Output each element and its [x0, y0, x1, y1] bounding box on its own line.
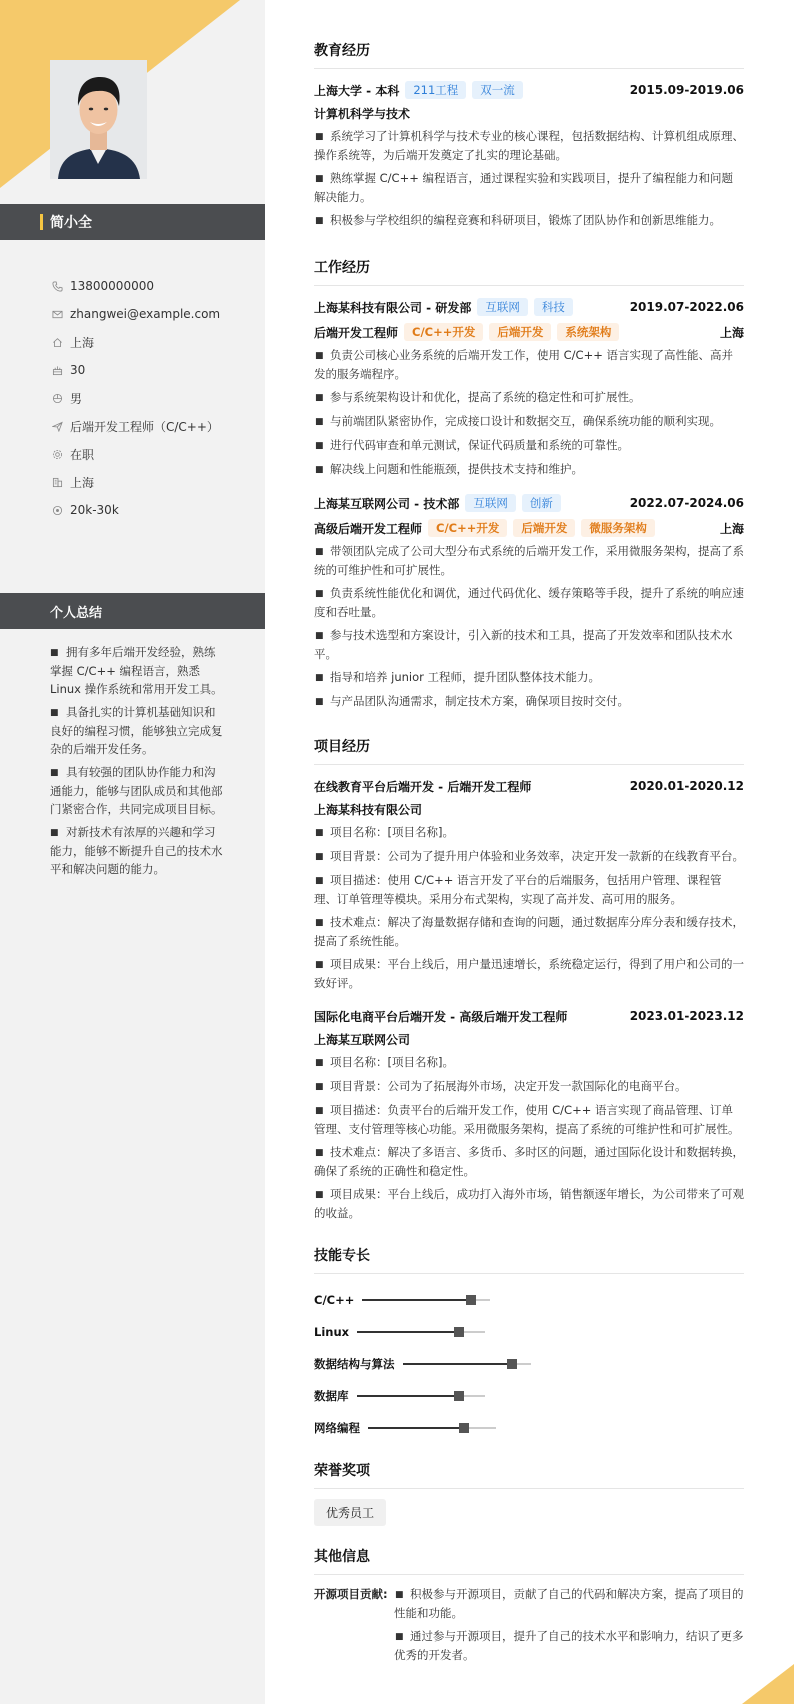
- skill-item: [314, 1284, 536, 1316]
- home-icon: [50, 335, 64, 349]
- avatar: [50, 60, 147, 179]
- list-item: ■ 参与系统架构设计和优化，提高了系统的稳定性和可扩展性。: [315, 390, 641, 404]
- contact-text: 30: [70, 363, 86, 377]
- section-title-honors: 荣誉奖项: [314, 1460, 744, 1489]
- project-header: [314, 775, 744, 797]
- contact-status: [50, 440, 260, 468]
- job-icon: [50, 419, 64, 433]
- skill-level-bar: [403, 1363, 531, 1365]
- skill-tag: 后端开发: [513, 519, 575, 537]
- list-item: ■ 带领团队完成了公司大型分布式系统的后端开发工作，采用微服务架构，提高了系统的可维护性和可扩展性。: [314, 544, 744, 577]
- main-content: [314, 40, 744, 1669]
- section-title-work: 工作经历: [314, 257, 744, 286]
- age-icon: [50, 363, 64, 377]
- major: 计算机科学与技术: [314, 107, 411, 121]
- skill-name: Linux: [314, 1325, 350, 1339]
- sidebar: [0, 0, 265, 1704]
- skill-level-fill: [357, 1331, 459, 1333]
- list-item: ■ 项目成果：平台上线后，成功打入海外市场，销售额逐年增长，为公司带来了可观的收益。: [314, 1187, 744, 1220]
- award-badge: 优秀员工: [314, 1499, 386, 1526]
- skill-tag: C/C++开发: [428, 519, 507, 537]
- skill-level-bar: [357, 1395, 485, 1397]
- status-icon: [50, 447, 64, 461]
- list-item: ■ 项目描述：使用 C/C++ 语言开发了平台的后端服务，包括用户管理、课程管理、订单管理等模块。采用分布式架构，实现了高并发、高可用的服务。: [314, 873, 722, 906]
- list-item: ■ 负责公司核心业务系统的后端开发工作，使用 C/C++ 语言实现了高性能、高并发的服务端程序。: [314, 348, 734, 381]
- skill-level-knob: [454, 1327, 464, 1337]
- skill-level-knob: [454, 1391, 464, 1401]
- list-item: ■ 项目成果：平台上线后，用户量迅速增长，系统稳定运行，得到了用户和公司的一致好评。: [314, 957, 744, 990]
- job-role-row: [314, 514, 744, 542]
- contact-text: 上海: [70, 335, 95, 350]
- skill-level-fill: [357, 1395, 459, 1397]
- project-company: 上海某互联网公司: [314, 1033, 411, 1047]
- skill-tag: C/C++开发: [404, 323, 483, 341]
- candidate-name: 简小全: [50, 215, 92, 231]
- skill-name: 数据结构与算法: [314, 1357, 395, 1371]
- summary-header-bar: [0, 593, 265, 629]
- skill-item: [314, 1380, 536, 1412]
- contact-city: [50, 468, 260, 496]
- job-city: 上海: [719, 325, 744, 340]
- tag: 211工程: [405, 81, 466, 99]
- skill-level-knob: [507, 1359, 517, 1369]
- skill-level-bar: [368, 1427, 496, 1429]
- list-item: ■ 具有较强的团队协作能力和沟通能力，能够与团队成员和其他部门紧密合作，共同完成项目目标。: [50, 765, 223, 816]
- name-accent-bar: [40, 214, 43, 230]
- list-item: ■ 项目名称：[项目名称]。: [315, 825, 454, 839]
- list-item: ■ 项目描述：负责平台的后端开发工作，使用 C/C++ 语言实现了商品管理、订单管理、支付管理等核心功能。采用微服务架构，提高了系统的可维护性和可扩展性。: [314, 1103, 740, 1136]
- list-item: ■ 项目背景：公司为了提升用户体验和业务效率，决定开发一款新的在线教育平台。: [315, 849, 744, 863]
- other-label: 开源项目贡献:: [314, 1587, 388, 1601]
- date-range: 2022.07-2024.06: [629, 496, 744, 510]
- list-item: ■ 项目背景：公司为了拓展海外市场，决定开发一款国际化的电商平台。: [315, 1079, 687, 1093]
- city-icon: [50, 475, 64, 489]
- role-title: 后端开发工程师: [314, 325, 399, 340]
- skill-tag: 后端开发: [489, 323, 551, 341]
- tag: 创新: [522, 494, 561, 512]
- contact-text: 男: [70, 391, 83, 406]
- project-name: 在线教育平台后端开发 - 后端开发工程师: [314, 779, 532, 794]
- salary-icon: [50, 503, 64, 517]
- yellow-corner-decoration-bottom: [742, 1664, 794, 1704]
- list-item: ■ 拥有多年后端开发经验，熟练掌握 C/C++ 编程语言，熟悉 Linux 操作系统和常用开发工具。: [50, 645, 223, 696]
- section-title-projects: 项目经历: [314, 736, 744, 765]
- list-item: ■ 系统学习了计算机科学与技术专业的核心课程，包括数据结构、计算机组成原理、操作系统等，为后端开发奠定了扎实的理论基础。: [314, 129, 744, 162]
- role-title: 高级后端开发工程师: [314, 521, 423, 536]
- list-item: ■ 技术难点：解决了多语言、多货币、多时区的问题，通过国际化设计和数据转换，确保了系统的正确性和稳定性。: [314, 1145, 744, 1178]
- list-item: ■ 与产品团队沟通需求，制定技术方案，确保项目按时交付。: [315, 694, 629, 708]
- contact-text: 上海: [70, 475, 95, 490]
- tag: 互联网: [465, 494, 516, 512]
- list-item: ■ 负责系统性能优化和调优，通过代码优化、缓存策略等手段，提升了系统的响应速度和吞吐量。: [314, 586, 744, 619]
- list-item: ■ 解决线上问题和性能瓶颈，提供技术支持和维护。: [315, 462, 583, 476]
- job-header: [314, 492, 744, 514]
- list-item: ■ 技术难点：解决了海量数据存储和查询的问题，通过数据库分库分表和缓存技术，提高了系统性能。: [314, 915, 744, 948]
- list-item: ■ 进行代码审查和单元测试，保证代码质量和系统的可靠性。: [315, 438, 629, 452]
- skill-tag: 微服务架构: [581, 519, 655, 537]
- contact-phone: [50, 272, 260, 300]
- list-item: ■ 对新技术有浓厚的兴趣和学习能力，能够不断提升自己的技术水平和解决问题的能力。: [50, 825, 223, 876]
- skill-level-bar: [362, 1299, 490, 1301]
- contact-text: 在职: [70, 447, 95, 462]
- contact-home: [50, 328, 260, 356]
- date-range: 2023.01-2023.12: [629, 1009, 744, 1023]
- other-info: [314, 1585, 744, 1669]
- mail-icon: [50, 307, 64, 321]
- company-name: 上海某科技有限公司 - 研发部: [314, 300, 472, 315]
- list-item: ■ 具备扎实的计算机基础知识和良好的编程习惯，能够独立完成复杂的后端开发任务。: [50, 705, 223, 756]
- tag: 科技: [534, 298, 573, 316]
- school-name: 上海大学 - 本科: [314, 83, 400, 98]
- list-item: ■ 积极参与学校组织的编程竞赛和科研项目，锻炼了团队协作和创新思维能力。: [315, 213, 721, 227]
- skill-name: 数据库: [314, 1389, 349, 1403]
- phone-icon: [50, 279, 64, 293]
- skill-level-fill: [403, 1363, 512, 1365]
- list-item: ■ 熟练掌握 C/C++ 编程语言，通过课程实验和实践项目，提升了编程能力和问题解决能力。: [314, 171, 734, 204]
- project-company: 上海某科技有限公司: [314, 803, 423, 817]
- company-name: 上海某互联网公司 - 技术部: [314, 496, 460, 511]
- date-range: 2020.01-2020.12: [629, 779, 744, 793]
- project-name: 国际化电商平台后端开发 - 高级后端开发工程师: [314, 1009, 568, 1024]
- job-city: 上海: [719, 521, 744, 536]
- list-item: ■ 通过参与开源项目，提升了自己的技术水平和影响力，结识了更多优秀的开发者。: [394, 1629, 744, 1662]
- summary-list: [50, 643, 225, 883]
- list-item: ■ 与前端团队紧密协作，完成接口设计和数据交互，确保系统功能的顺利实现。: [315, 414, 721, 428]
- contact-gender: [50, 384, 260, 412]
- list-item: ■ 指导和培养 junior 工程师，提升团队整体技术能力。: [315, 670, 601, 684]
- list-item: ■ 积极参与开源项目，贡献了自己的代码和解决方案，提高了项目的性能和功能。: [394, 1587, 744, 1620]
- skill-list: [314, 1284, 744, 1444]
- section-title-education: 教育经历: [314, 40, 744, 69]
- date-range: 2019.07-2022.06: [629, 300, 744, 314]
- project-header: [314, 1005, 744, 1027]
- name-bar: [0, 204, 265, 240]
- job-header: [314, 296, 744, 318]
- contact-list: [50, 272, 260, 524]
- contact-text: zhangwei@example.com: [70, 307, 221, 321]
- skill-level-fill: [362, 1299, 471, 1301]
- education-header: [314, 79, 744, 101]
- contact-text: 20k-30k: [70, 503, 119, 517]
- tag: 互联网: [477, 298, 528, 316]
- gender-icon: [50, 391, 64, 405]
- skill-tag: 系统架构: [557, 323, 619, 341]
- skill-level-knob: [459, 1423, 469, 1433]
- skill-name: C/C++: [314, 1293, 355, 1307]
- date-range: 2015.09-2019.06: [629, 83, 744, 97]
- job-role-row: [314, 318, 744, 346]
- skill-item: [314, 1348, 536, 1380]
- contact-age: [50, 356, 260, 384]
- tag: 双一流: [472, 81, 523, 99]
- list-item: ■ 参与技术选型和方案设计，引入新的技术和工具，提高了开发效率和团队技术水平。: [314, 628, 733, 661]
- section-title-other: 其他信息: [314, 1546, 744, 1575]
- summary-title: 个人总结: [50, 606, 103, 621]
- contact-salary: [50, 496, 260, 524]
- contact-email: [50, 300, 260, 328]
- skill-level-fill: [368, 1427, 464, 1429]
- other-list: [394, 1585, 744, 1669]
- skill-item: [314, 1316, 536, 1348]
- contact-text: 13800000000: [70, 279, 154, 293]
- skill-level-knob: [466, 1295, 476, 1305]
- skill-name: 网络编程: [314, 1421, 360, 1435]
- contact-job: [50, 412, 260, 440]
- contact-text: 后端开发工程师（C/C++）: [70, 419, 219, 434]
- skill-level-bar: [357, 1331, 485, 1333]
- list-item: ■ 项目名称：[项目名称]。: [315, 1055, 454, 1069]
- section-title-skills: 技能专长: [314, 1245, 744, 1274]
- skill-item: [314, 1412, 536, 1444]
